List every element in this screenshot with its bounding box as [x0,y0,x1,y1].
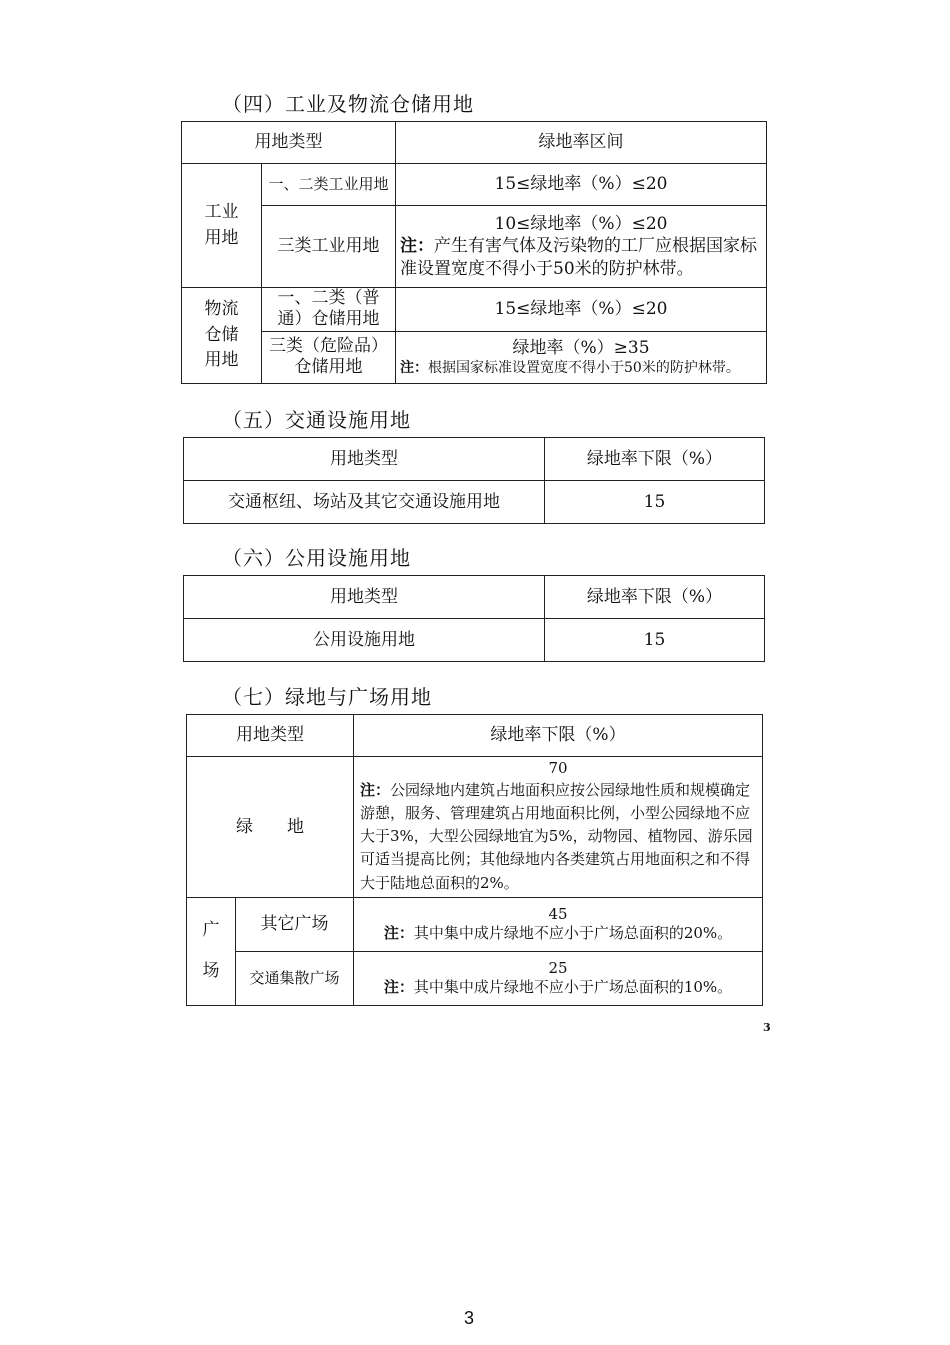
page-number-small: 3 [763,1021,771,1034]
header-land-type: 用地类型 [187,715,354,757]
type-line: 通）仓储用地 [277,309,380,330]
note-text: 其中集中成片绿地不应小于广场总面积的10%。 [413,978,733,997]
table-row [182,331,767,383]
group-line: 用地 [204,350,239,370]
page-number: 3 [464,1308,475,1328]
type-cell [262,288,396,332]
value-cell: 15≤绿地率（%）≤20 [396,288,767,332]
value-text: 70 [548,759,568,777]
value-cell: 15 [545,481,765,524]
value-text: 绿地率（%）≥35 [512,337,650,358]
note-label: 注： [400,359,428,376]
table-header-row [184,576,765,619]
value-cell: 15 [545,619,765,662]
value-text: 10≤绿地率（%）≤20 [494,214,668,235]
note-label: 注： [383,978,414,997]
note-label: 注： [383,924,414,943]
utility-table [183,575,765,662]
type-cell: 其它广场 [236,897,354,951]
table-header-row [184,438,765,481]
note-text: 根据国家标准设置宽度不得小于50米的防护林带。 [428,359,740,376]
table-row [184,619,765,662]
header-green-range: 绿地率区间 [396,122,767,164]
table-row [182,288,767,332]
green-land-cell: 绿 地 [187,757,354,898]
section-6-heading: （六）公用设施用地 [222,546,411,570]
note-text: 公园绿地内建筑占地面积应按公园绿地性质和规模确定游憩，服务、管理建筑占用地面积比例，小型公园绿地不应大于3%，大型公园绿地宜为5%，动物园、植物园、游乐园可适当提高比例；其他绿地内各类建筑占用地面积之和不得大于陆地总面积的2%。 [360,780,753,892]
type-cell: 三类工业用地 [262,206,396,288]
type-line: 三类（危险品） [269,335,388,356]
header-green-lower: 绿地率下限（%） [354,715,763,757]
value-cell [354,951,763,1005]
value-cell [354,897,763,951]
table-header-row [187,715,763,757]
table-row [187,951,763,1005]
table-row [184,481,765,524]
value-cell [396,331,767,383]
table-header-row [182,122,767,164]
value-text: 25 [548,958,568,977]
section-5-heading: （五）交通设施用地 [222,408,411,432]
section-4-heading: （四）工业及物流仓储用地 [222,92,474,116]
group-line: 仓储 [204,324,239,345]
note-label: 注： [400,236,434,257]
type-cell [262,331,396,383]
value-cell: 15≤绿地率（%）≤20 [396,164,767,206]
group-logistics [182,288,262,384]
value-text: 45 [548,904,568,923]
group-line: 用地 [204,227,239,248]
group-line: 广 [202,920,220,941]
group-line: 场 [202,961,220,982]
type-cell: 一、二类工业用地 [262,164,396,206]
group-line: 物流 [204,299,239,319]
header-land-type: 用地类型 [184,576,545,619]
header-green-lower: 绿地率下限（%） [545,438,765,481]
value-cell [354,757,763,898]
type-line: 一、二类（普 [277,288,380,308]
section-7-heading: （七）绿地与广场用地 [222,685,432,709]
header-green-lower: 绿地率下限（%） [545,576,765,619]
group-industrial [182,164,262,288]
header-land-type: 用地类型 [184,438,545,481]
table-row [182,164,767,206]
industrial-table [181,121,767,384]
type-cell: 交通枢纽、场站及其它交通设施用地 [184,481,545,524]
green-square-table [186,714,763,1006]
group-square [187,897,236,1005]
type-cell: 交通集散广场 [236,951,354,1005]
table-row [187,757,763,898]
header-land-type: 用地类型 [182,122,396,164]
value-cell [396,206,767,288]
table-row [187,897,763,951]
note-text: 其中集中成片绿地不应小于广场总面积的20%。 [413,924,733,943]
transport-table [183,437,765,524]
note-label: 注： [360,780,391,799]
table-row [182,206,767,288]
group-line: 工业 [204,202,239,222]
type-cell: 公用设施用地 [184,619,545,662]
type-line: 仓储用地 [294,357,363,377]
note-text: 产生有害气体及污染物的工厂应根据国家标准设置宽度不得小于50米的防护林带。 [400,236,757,279]
